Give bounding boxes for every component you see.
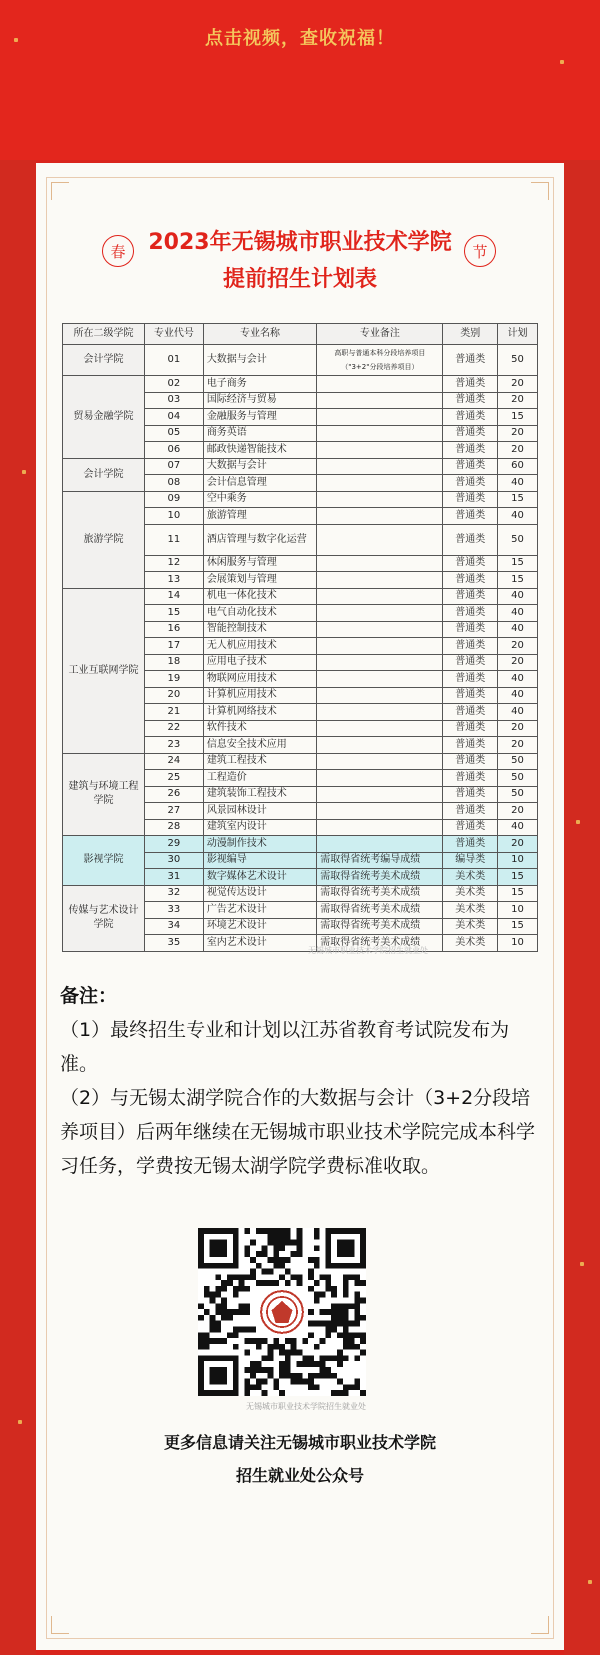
code-cell: 23	[144, 737, 203, 754]
plan-cell: 50	[498, 786, 538, 803]
plan-cell: 15	[498, 869, 538, 886]
major-cell: 数字媒体艺术设计	[203, 869, 316, 886]
type-cell: 普通类	[443, 753, 498, 770]
note-cell	[317, 425, 443, 442]
right-border	[564, 0, 600, 1655]
table-header-row	[63, 324, 538, 345]
college-cell: 传媒与艺术设计学院	[63, 885, 145, 951]
major-cell: 影视编导	[203, 852, 316, 869]
table-row	[63, 376, 538, 393]
note-cell	[317, 720, 443, 737]
type-cell: 普通类	[443, 687, 498, 704]
footer-line-1: 更多信息请关注无锡城市职业技术学院	[163, 1433, 436, 1452]
note-cell: 需取得省统考美术成绩	[317, 869, 443, 886]
note-item-1: （1）最终招生专业和计划以江苏省教育考试院发布为准。	[60, 1019, 510, 1075]
major-cell: 信息安全技术应用	[203, 737, 316, 754]
note-cell	[317, 555, 443, 572]
type-cell: 普通类	[443, 458, 498, 475]
note-cell	[317, 442, 443, 459]
major-cell: 建筑室内设计	[203, 819, 316, 836]
note-cell	[317, 409, 443, 426]
note-cell: 高职与普通本科分段培养项目（"3+2"分段培养项目）	[317, 345, 443, 376]
type-cell: 普通类	[443, 475, 498, 492]
college-cell: 贸易金融学院	[63, 376, 145, 459]
note-cell	[317, 671, 443, 688]
gold-fleck	[580, 1262, 584, 1266]
major-cell: 金融服务与管理	[203, 409, 316, 426]
type-cell: 普通类	[443, 508, 498, 525]
note-cell	[317, 621, 443, 638]
table-row	[63, 345, 538, 376]
type-cell: 普通类	[443, 392, 498, 409]
plan-cell: 15	[498, 885, 538, 902]
major-cell: 空中乘务	[203, 491, 316, 508]
notes-heading: 备注：	[60, 985, 118, 1007]
plan-cell: 15	[498, 555, 538, 572]
type-cell: 普通类	[443, 836, 498, 853]
major-cell: 机电一体化技术	[203, 588, 316, 605]
type-cell: 美术类	[443, 885, 498, 902]
plan-cell: 15	[498, 409, 538, 426]
major-cell: 应用电子技术	[203, 654, 316, 671]
type-cell: 普通类	[443, 409, 498, 426]
code-cell: 14	[144, 588, 203, 605]
note-cell	[317, 753, 443, 770]
page-title: 2023年无锡城市职业技术学院	[148, 230, 452, 255]
gold-fleck	[560, 60, 564, 64]
plan-cell: 20	[498, 376, 538, 393]
note-cell	[317, 638, 443, 655]
note-cell	[317, 770, 443, 787]
type-cell: 普通类	[443, 819, 498, 836]
plan-cell: 40	[498, 621, 538, 638]
major-cell: 会计信息管理	[203, 475, 316, 492]
plan-cell: 50	[498, 524, 538, 555]
qr-caption: 无锡城市职业技术学院招生就业处	[246, 1402, 366, 1411]
footer-line-2: 招生就业处公众号	[235, 1466, 364, 1485]
type-cell: 普通类	[443, 491, 498, 508]
note-cell	[317, 803, 443, 820]
plan-cell: 50	[498, 345, 538, 376]
page-subtitle: 提前招生计划表	[222, 267, 377, 292]
table-row	[63, 491, 538, 508]
major-cell: 大数据与会计	[203, 345, 316, 376]
major-cell: 风景园林设计	[203, 803, 316, 820]
enrollment-plan-table	[62, 323, 538, 952]
plan-cell: 40	[498, 704, 538, 721]
college-cell: 会计学院	[63, 345, 145, 376]
frame-corner	[51, 1616, 69, 1634]
plan-cell: 40	[498, 508, 538, 525]
festival-seal-icon: 节	[464, 235, 496, 267]
code-cell: 22	[144, 720, 203, 737]
note-cell	[317, 737, 443, 754]
type-cell: 普通类	[443, 654, 498, 671]
qr-code[interactable]	[198, 1228, 366, 1396]
code-cell: 25	[144, 770, 203, 787]
major-cell: 商务英语	[203, 425, 316, 442]
table-row	[63, 885, 538, 902]
type-cell: 普通类	[443, 621, 498, 638]
plan-cell: 15	[498, 572, 538, 589]
major-cell: 计算机网络技术	[203, 704, 316, 721]
header-type: 类别	[443, 324, 498, 345]
header-major: 专业名称	[203, 324, 316, 345]
content-card	[36, 163, 564, 1650]
major-cell: 邮政快递智能技术	[203, 442, 316, 459]
college-cell: 会计学院	[63, 458, 145, 491]
type-cell: 普通类	[443, 671, 498, 688]
code-cell: 03	[144, 392, 203, 409]
major-cell: 会展策划与管理	[203, 572, 316, 589]
code-cell: 07	[144, 458, 203, 475]
type-cell: 普通类	[443, 572, 498, 589]
note-cell	[317, 572, 443, 589]
code-cell: 29	[144, 836, 203, 853]
spring-seal-icon: 春	[102, 235, 134, 267]
type-cell: 美术类	[443, 918, 498, 935]
note-cell	[317, 786, 443, 803]
major-cell: 视觉传达设计	[203, 885, 316, 902]
gold-fleck	[14, 38, 18, 42]
gold-fleck	[588, 1580, 592, 1584]
plan-cell: 50	[498, 770, 538, 787]
header-note: 专业备注	[317, 324, 443, 345]
code-cell: 15	[144, 605, 203, 622]
code-cell: 28	[144, 819, 203, 836]
major-cell: 环境艺术设计	[203, 918, 316, 935]
table-row	[63, 458, 538, 475]
type-cell: 普通类	[443, 737, 498, 754]
code-cell: 11	[144, 524, 203, 555]
plan-cell: 20	[498, 654, 538, 671]
note-cell: 需取得省统考美术成绩	[317, 902, 443, 919]
code-cell: 27	[144, 803, 203, 820]
type-cell: 美术类	[443, 869, 498, 886]
note-item-2: （2）与无锡太湖学院合作的大数据与会计（3+2分段培养项目）后两年继续在无锡城市职业技术学院完成本科学习任务，学费按无锡太湖学院学费标准收取。	[60, 1087, 536, 1177]
plan-cell: 15	[498, 918, 538, 935]
note-cell	[317, 458, 443, 475]
type-cell: 普通类	[443, 524, 498, 555]
code-cell: 13	[144, 572, 203, 589]
plan-cell: 10	[498, 935, 538, 952]
code-cell: 08	[144, 475, 203, 492]
code-cell: 02	[144, 376, 203, 393]
left-border	[0, 0, 36, 1655]
note-cell	[317, 508, 443, 525]
plan-cell: 10	[498, 852, 538, 869]
plan-cell: 10	[498, 902, 538, 919]
note-cell	[317, 524, 443, 555]
note-cell	[317, 392, 443, 409]
type-cell: 普通类	[443, 638, 498, 655]
major-cell: 建筑装饰工程技术	[203, 786, 316, 803]
note-cell	[317, 588, 443, 605]
major-cell: 工程造价	[203, 770, 316, 787]
code-cell: 35	[144, 935, 203, 952]
major-cell: 室内艺术设计	[203, 935, 316, 952]
table-row	[63, 753, 538, 770]
type-cell: 普通类	[443, 442, 498, 459]
code-cell: 18	[144, 654, 203, 671]
plan-cell: 20	[498, 442, 538, 459]
major-cell: 智能控制技术	[203, 621, 316, 638]
major-cell: 物联网应用技术	[203, 671, 316, 688]
type-cell: 普通类	[443, 704, 498, 721]
header-code: 专业代号	[144, 324, 203, 345]
major-cell: 计算机应用技术	[203, 687, 316, 704]
gold-fleck	[576, 820, 580, 824]
code-cell: 31	[144, 869, 203, 886]
gold-fleck	[18, 1420, 22, 1424]
code-cell: 12	[144, 555, 203, 572]
type-cell: 美术类	[443, 902, 498, 919]
major-cell: 动漫制作技术	[203, 836, 316, 853]
plan-cell: 40	[498, 588, 538, 605]
note-cell	[317, 704, 443, 721]
major-cell: 旅游管理	[203, 508, 316, 525]
type-cell: 普通类	[443, 803, 498, 820]
table-body	[63, 345, 538, 952]
code-cell: 33	[144, 902, 203, 919]
type-cell: 普通类	[443, 555, 498, 572]
plan-cell: 20	[498, 836, 538, 853]
major-cell: 电子商务	[203, 376, 316, 393]
plan-cell: 20	[498, 720, 538, 737]
type-cell: 普通类	[443, 720, 498, 737]
note-cell	[317, 475, 443, 492]
plan-cell: 20	[498, 803, 538, 820]
major-cell: 无人机应用技术	[203, 638, 316, 655]
code-cell: 04	[144, 409, 203, 426]
note-cell	[317, 491, 443, 508]
code-cell: 01	[144, 345, 203, 376]
note-cell	[317, 605, 443, 622]
type-cell: 编导类	[443, 852, 498, 869]
plan-cell: 15	[498, 491, 538, 508]
code-cell: 16	[144, 621, 203, 638]
note-cell	[317, 836, 443, 853]
type-cell: 普通类	[443, 345, 498, 376]
code-cell: 32	[144, 885, 203, 902]
type-cell: 普通类	[443, 786, 498, 803]
plan-cell: 40	[498, 475, 538, 492]
plan-cell: 60	[498, 458, 538, 475]
gold-fleck	[22, 470, 26, 474]
type-cell: 普通类	[443, 588, 498, 605]
plan-cell: 40	[498, 687, 538, 704]
code-cell: 05	[144, 425, 203, 442]
plan-cell: 40	[498, 671, 538, 688]
header-plan: 计划	[498, 324, 538, 345]
code-cell: 24	[144, 753, 203, 770]
major-cell: 国际经济与贸易	[203, 392, 316, 409]
code-cell: 20	[144, 687, 203, 704]
type-cell: 普通类	[443, 376, 498, 393]
major-cell: 软件技术	[203, 720, 316, 737]
plan-cell: 20	[498, 638, 538, 655]
type-cell: 美术类	[443, 935, 498, 952]
note-cell	[317, 376, 443, 393]
major-cell: 休闲服务与管理	[203, 555, 316, 572]
frame-corner	[51, 182, 69, 200]
note-cell: 需取得省统考编导成绩	[317, 852, 443, 869]
code-cell: 19	[144, 671, 203, 688]
note-cell	[317, 687, 443, 704]
college-cell: 工业互联网学院	[63, 588, 145, 753]
major-cell: 建筑工程技术	[203, 753, 316, 770]
note-cell: 需取得省统考美术成绩	[317, 935, 443, 952]
frame-corner	[531, 182, 549, 200]
table-row	[63, 588, 538, 605]
code-cell: 21	[144, 704, 203, 721]
top-banner[interactable]	[0, 0, 600, 160]
plan-cell: 40	[498, 605, 538, 622]
table-row	[63, 836, 538, 853]
code-cell: 06	[144, 442, 203, 459]
plan-cell: 20	[498, 392, 538, 409]
major-cell: 电气自动化技术	[203, 605, 316, 622]
code-cell: 09	[144, 491, 203, 508]
code-cell: 30	[144, 852, 203, 869]
note-cell: 需取得省统考美术成绩	[317, 918, 443, 935]
note-cell	[317, 654, 443, 671]
header-college: 所在二级学院	[63, 324, 145, 345]
code-cell: 10	[144, 508, 203, 525]
plan-cell: 50	[498, 753, 538, 770]
type-cell: 普通类	[443, 770, 498, 787]
note-cell	[317, 819, 443, 836]
banner-text[interactable]: 点击视频，查收祝福！	[205, 28, 395, 49]
code-cell: 17	[144, 638, 203, 655]
college-cell: 旅游学院	[63, 491, 145, 588]
plan-cell: 20	[498, 737, 538, 754]
watermark: 无锡城市职业技术学院招生就业处	[308, 946, 428, 955]
major-cell: 酒店管理与数字化运营	[203, 524, 316, 555]
major-cell: 广告艺术设计	[203, 902, 316, 919]
notes-section	[60, 979, 546, 1183]
code-cell: 26	[144, 786, 203, 803]
type-cell: 普通类	[443, 605, 498, 622]
plan-cell: 20	[498, 425, 538, 442]
type-cell: 普通类	[443, 425, 498, 442]
college-cell: 影视学院	[63, 836, 145, 886]
college-cell: 建筑与环境工程学院	[63, 753, 145, 836]
code-cell: 34	[144, 918, 203, 935]
note-cell: 需取得省统考美术成绩	[317, 885, 443, 902]
frame-corner	[531, 1616, 549, 1634]
major-cell: 大数据与会计	[203, 458, 316, 475]
plan-cell: 40	[498, 819, 538, 836]
